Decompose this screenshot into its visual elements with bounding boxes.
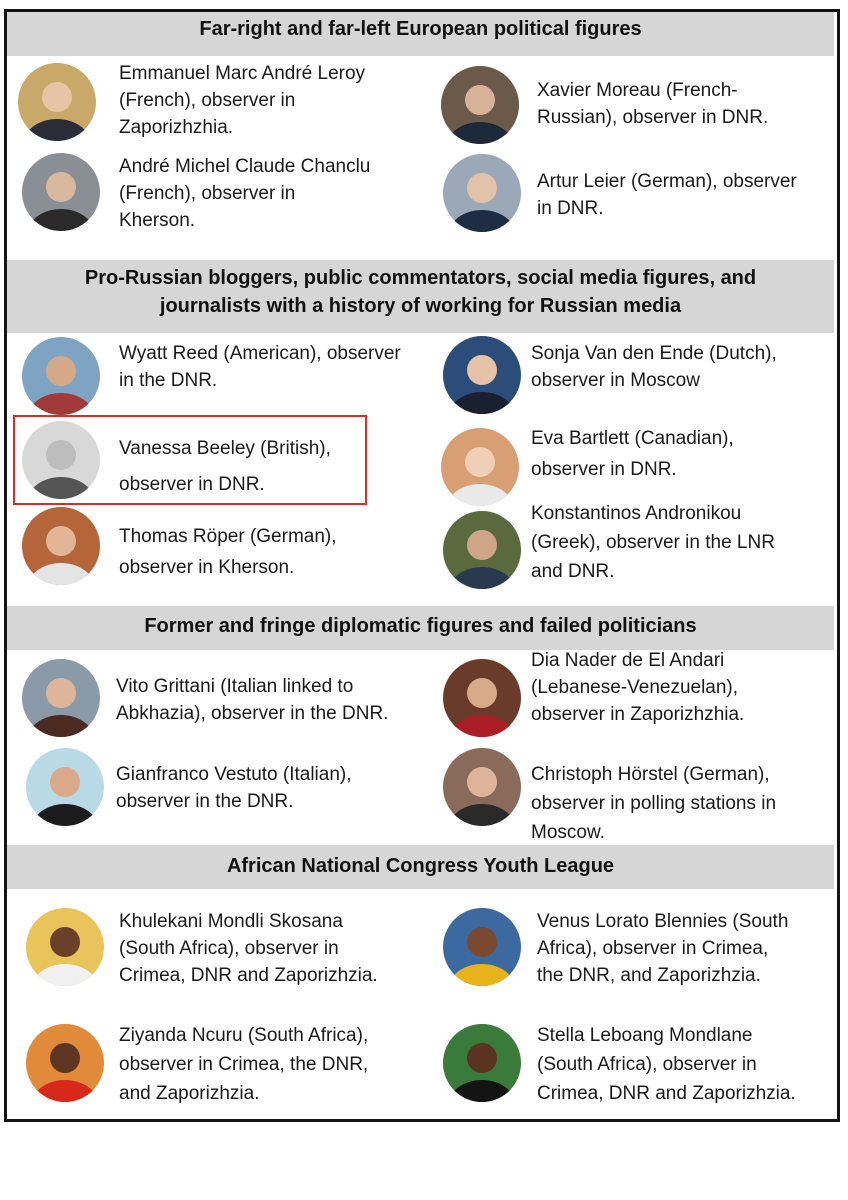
avatar-andronikou xyxy=(443,511,521,589)
person-blennies: Venus Lorato Blennies (South Africa), observer in Crimea, the DNR, and Zaporizhzia. xyxy=(537,911,789,986)
avatar-horstel xyxy=(443,748,521,826)
avatar-chanclu xyxy=(22,153,100,231)
avatar-mondlane xyxy=(443,1024,521,1102)
person-moreau: Xavier Moreau (French- Russian), observer in DNR. xyxy=(537,80,769,128)
person-leroy: Emmanuel Marc André Leroy (French), observer in Zaporizhzhia. xyxy=(119,63,366,138)
person-chanclu: André Michel Claude Chanclu (French), observer in Kherson. xyxy=(119,156,371,231)
avatar-blennies xyxy=(443,908,521,986)
section-title-anc-youth: African National Congress Youth League xyxy=(7,845,834,889)
avatar-reed xyxy=(22,337,100,415)
person-grittani: Vito Grittani (Italian linked to Abkhazia), observer in the DNR. xyxy=(116,676,389,724)
person-reed: Wyatt Reed (American), observer in the DNR. xyxy=(119,343,401,391)
person-skosana: Khulekani Mondli Skosana (South Africa), observer in Crimea, DNR and Zaporizhzia. xyxy=(119,911,378,986)
person-nader: Dia Nader de El Andari (Lebanese-Venezuelan), observer in Zaporizhzhia. xyxy=(531,650,745,725)
person-mondlane: Stella Leboang Mondlane (South Africa), observer in Crimea, DNR and Zaporizhzia. xyxy=(537,1025,796,1104)
highlight-box xyxy=(13,415,367,505)
avatar-roper xyxy=(22,507,100,585)
section-title-far-right-left: Far-right and far-left European political figures xyxy=(7,12,834,56)
section-title-bloggers: Pro-Russian bloggers, public commentators, social media figures, and journalists with a history of working for Russian media xyxy=(7,260,834,333)
person-leier: Artur Leier (German), observer in DNR. xyxy=(537,171,797,219)
person-bartlett: Eva Bartlett (Canadian), observer in DNR. xyxy=(531,428,734,480)
avatar-ncuru xyxy=(26,1024,104,1102)
person-vestuto: Gianfranco Vestuto (Italian), observer in the DNR. xyxy=(116,764,352,812)
person-beeley: Vanessa Beeley (British), observer in DNR. xyxy=(119,438,331,495)
person-ncuru: Ziyanda Ncuru (South Africa), observer in Crimea, the DNR, and Zaporizhzia. xyxy=(119,1025,369,1104)
avatar-leier xyxy=(443,154,521,232)
section-title-diplomatic: Former and fringe diplomatic figures and failed politicians xyxy=(7,606,834,650)
person-horstel: Christoph Hörstel (German), observer in polling stations in Moscow. xyxy=(531,764,777,843)
person-roper: Thomas Röper (German), observer in Kherson. xyxy=(119,526,337,578)
avatar-skosana xyxy=(26,908,104,986)
avatar-moreau xyxy=(441,66,519,144)
avatar-bartlett xyxy=(441,428,519,506)
avatar-leroy xyxy=(18,63,96,141)
person-van-den-ende: Sonja Van den Ende (Dutch), observer in Moscow xyxy=(531,343,777,391)
avatar-nader xyxy=(443,659,521,737)
avatar-grittani xyxy=(22,659,100,737)
avatar-vestuto xyxy=(26,748,104,826)
avatar-van-den-ende xyxy=(443,336,521,414)
person-andronikou: Konstantinos Andronikou (Greek), observer in the LNR and DNR. xyxy=(531,503,775,582)
